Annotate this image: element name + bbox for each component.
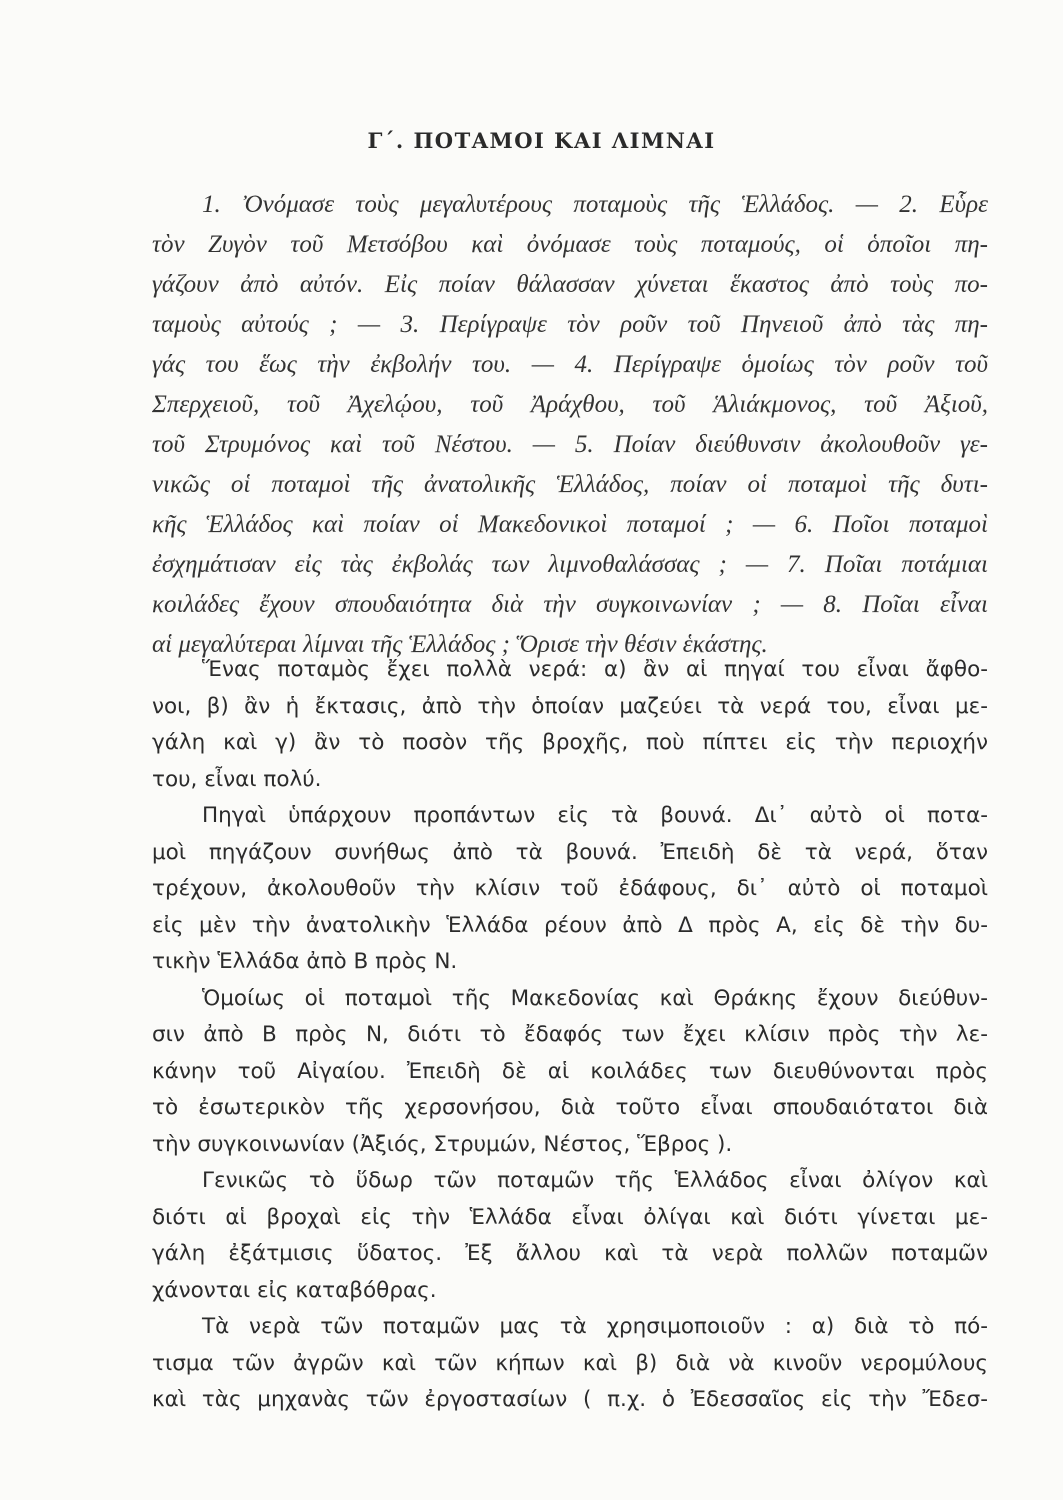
paragraph-line: καὶ τὰς μηχανὰς τῶν ἐργοστασίων ( π.χ. ὁ Ἐδεσσαῖος εἰς τὴν Ἔδεσ-: [152, 1387, 988, 1412]
paragraph-line: τὴν συγκοινωνίαν (Ἀξιός, Στρυμών, Νέστος, Ἕβρος ).: [152, 1131, 733, 1157]
question-line: κῆς Ἑλλάδος καὶ ποίαν οἱ Μακεδονικοὶ ποταμοί ; — 6. Ποῖοι ποταμοὶ: [152, 511, 988, 538]
question-line: τὸν Ζυγὸν τοῦ Μετσόβου καὶ ὀνόμασε τοὺς ποταμούς, οἱ ὁποῖοι πη-: [152, 231, 988, 258]
paragraph-line: Ἕνας ποταμὸς ἔχει πολλὰ νερά: α) ἂν αἱ πηγαί του εἶναι ἄφθο-: [202, 657, 988, 682]
body-text: [152, 652, 988, 1419]
paragraph-line: τισμα τῶν ἀγρῶν καὶ τῶν κήπων καὶ β) διὰ νὰ κινοῦν νερομύλους: [152, 1350, 988, 1376]
paragraph-line: γάλη καὶ γ) ἂν τὸ ποσὸν τῆς βροχῆς, ποὺ πίπτει εἰς τὴν περιοχήν: [152, 730, 988, 755]
question-line: τοῦ Στρυμόνος καὶ τοῦ Νέστου. — 5. Ποίαν διεύθυνσιν ἀκολουθοῦν γε-: [152, 431, 988, 458]
paragraph-line: γάλη ἐξάτμισις ὕδατος. Ἐξ ἄλλου καὶ τὰ νερὰ πολλῶν ποταμῶν: [152, 1241, 988, 1266]
question-line: κοιλάδες ἔχουν σπουδαιότητα διὰ τὴν συγκοινωνίαν ; — 8. Ποῖαι εἶναι: [152, 591, 988, 618]
paragraph-line: κάνην τοῦ Αἰγαίου. Ἐπειδὴ δὲ αἱ κοιλάδες των διευθύνονται πρὸς: [152, 1058, 988, 1084]
paragraph-line: Ὁμοίως οἱ ποταμοὶ τῆς Μακεδονίας καὶ Θράκης ἔχουν διεύθυν-: [202, 985, 988, 1011]
question-line: γάζουν ἀπὸ αὐτόν. Εἰς ποίαν θάλασσαν χύνεται ἕκαστος ἀπὸ τοὺς πο-: [152, 271, 988, 298]
question-line: αἱ μεγαλύτεραι λίμναι τῆς Ἑλλάδος ; Ὅρισε τὴν θέσιν ἑκάστης.: [152, 631, 768, 658]
question-line: γάς του ἕως τὴν ἐκβολήν του. — 4. Περίγραψε ὁμοίως τὸν ροῦν τοῦ: [152, 351, 988, 378]
section-heading: Γ΄. ΠΟΤΑΜΟΙ ΚΑΙ ΛΙΜΝΑΙ: [367, 128, 716, 153]
question-line: ταμοὺς αὐτούς ; — 3. Περίγραψε τὸν ροῦν τοῦ Πηνειοῦ ἀπὸ τὰς πη-: [152, 311, 988, 338]
paragraph-line: νοι, β) ἂν ἡ ἔκτασις, ἀπὸ τὴν ὁποίαν μαζεύει τὰ νερά του, εἶναι με-: [152, 693, 988, 719]
question-line: Σπερχειοῦ, τοῦ Ἀχελῴου, τοῦ Ἀράχθου, τοῦ Ἁλιάκμονος, τοῦ Ἀξιοῦ,: [152, 391, 988, 418]
question-line: 1. Ὀνόμασε τοὺς μεγαλυτέρους ποταμοὺς τῆς Ἑλλάδος. — 2. Εὗρε: [202, 191, 988, 218]
paragraph-line: Πηγαὶ ὑπάρχουν προπάντων εἰς τὰ βουνά. Δι᾽ αὐτὸ οἱ ποτα-: [202, 803, 988, 828]
paragraph-line: διότι αἱ βροχαὶ εἰς τὴν Ἑλλάδα εἶναι ὀλίγαι καὶ διότι γίνεται με-: [152, 1204, 988, 1230]
questions-block: [152, 185, 988, 665]
paragraph-line: Τὰ νερὰ τῶν ποταμῶν μας τὰ χρησιμοποιοῦν : α) διὰ τὸ πό-: [202, 1314, 988, 1339]
paragraph-line: μοὶ πηγάζουν συνήθως ἀπὸ τὰ βουνά. Ἐπειδὴ δὲ τὰ νερά, ὅταν: [152, 839, 988, 865]
paragraph-line: εἰς μὲν τὴν ἀνατολικὴν Ἑλλάδα ρέουν ἀπὸ Δ πρὸς Α, εἰς δὲ τὴν δυ-: [152, 912, 988, 938]
paragraph-line: τὸ ἐσωτερικὸν τῆς χερσονήσου, διὰ τοῦτο εἶναι σπουδαιότατοι διὰ: [152, 1095, 988, 1120]
paragraph-line: του, εἶναι πολύ.: [152, 766, 322, 792]
question-line: ἐσχημάτισαν εἰς τὰς ἐκβολάς των λιμνοθαλάσσας ; — 7. Ποῖαι ποτάμιαι: [152, 551, 988, 578]
paragraph-line: τρέχουν, ἀκολουθοῦν τὴν κλίσιν τοῦ ἐδάφους, δι᾽ αὐτὸ οἱ ποταμοὶ: [152, 876, 988, 901]
paragraph-line: Γενικῶς τὸ ὕδωρ τῶν ποταμῶν τῆς Ἑλλάδος εἶναι ὀλίγον καὶ: [202, 1168, 988, 1193]
paragraph-line: τικὴν Ἑλλάδα ἀπὸ Β πρὸς Ν.: [152, 949, 458, 974]
paragraph-line: σιν ἀπὸ Β πρὸς Ν, διότι τὸ ἔδαφός των ἔχει κλίσιν πρὸς τὴν λε-: [152, 1022, 988, 1047]
question-line: νικῶς οἱ ποταμοὶ τῆς ἀνατολικῆς Ἑλλάδος, ποίαν οἱ ποταμοὶ τῆς δυτι-: [152, 471, 988, 498]
paragraph-line: χάνονται εἰς καταβόθρας.: [152, 1277, 437, 1303]
